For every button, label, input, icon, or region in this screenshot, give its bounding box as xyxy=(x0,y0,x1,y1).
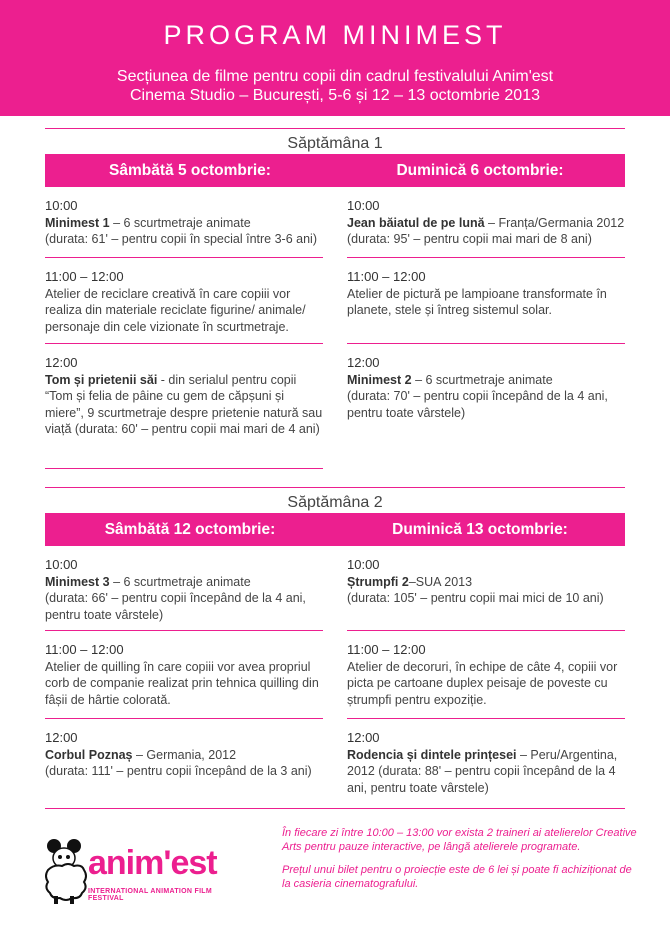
entry-time: 10:00 xyxy=(347,198,380,213)
animest-logo xyxy=(40,836,240,916)
week-1-grid xyxy=(45,187,625,469)
week-2-right-column xyxy=(335,546,625,809)
schedule-entry xyxy=(347,719,625,809)
footer xyxy=(40,826,640,936)
entry-title: Corbul Poznaș xyxy=(45,747,133,762)
week-2-right-day: Duminică 13 octombrie: xyxy=(392,521,568,538)
footer-note-workshops: În fiecare zi între 10:00 – 13:00 vor exista 2 traineri ai atelierelor Creative Arts pentru pauze interactive, pe lângă atelierele programate. xyxy=(282,827,637,853)
entry-extra: (durata: 111' – pentru copii începând de la 3 ani) xyxy=(45,764,312,778)
schedule-entry xyxy=(347,187,625,258)
entry-title: Tom și prietenii săi xyxy=(45,372,158,387)
schedule-entry xyxy=(45,258,323,344)
entry-extra: (durata: 70' – pentru copii începând de la 4 ani, pentru toate vârstele) xyxy=(347,389,608,420)
logo-wordmark: anim'est xyxy=(88,844,217,882)
footer-notes xyxy=(282,826,642,900)
footer-note-tickets: Prețul unui bilet pentru o proiecție este de 6 lei și poate fi achiziționat de la casieria cinematografului. xyxy=(282,864,632,890)
entry-time: 12:00 xyxy=(45,355,78,370)
entry-extra: Atelier de quilling în care copiii vor avea propriul corb de companie realizat prin tehnica quilling din fâșii de hârtie colorată. xyxy=(45,659,319,707)
entry-details: – 6 scurtmetraje animate xyxy=(109,215,251,230)
entry-details: – Germania, 2012 xyxy=(132,747,237,762)
week-1-section xyxy=(45,128,625,469)
week-2-section xyxy=(45,487,625,809)
schedule-entry xyxy=(45,546,323,631)
entry-time: 10:00 xyxy=(45,198,78,213)
logo-tagline: INTERNATIONAL ANIMATION FILM FESTIVAL xyxy=(88,888,213,902)
entry-time: 11:00 – 12:00 xyxy=(347,269,426,284)
schedule-entry xyxy=(45,187,323,258)
week-1-title: Săptămâna 1 xyxy=(45,128,625,154)
entry-title: Rodencia și dintele prințesei xyxy=(347,747,517,762)
schedule-entry xyxy=(347,258,625,344)
entry-extra: (durata: 66' – pentru copii începând de la 4 ani, pentru toate vârstele) xyxy=(45,591,306,622)
entry-time: 12:00 xyxy=(347,355,380,370)
entry-extra: (durata: 105' – pentru copii mai mici de 10 ani) xyxy=(347,591,604,605)
week-1-right-day: Duminică 6 octombrie: xyxy=(396,162,564,179)
entry-extra: (durata: 61' – pentru copii în special între 3-6 ani) xyxy=(45,232,317,246)
entry-extra: Atelier de reciclare creativă în care copiii vor realiza din materiale reciclate figurine/ animale/ personaje din cele vizionate în scurtmetraje. xyxy=(45,286,306,334)
entry-extra: Atelier de pictură pe lampioane transformate în planete, stele și întreg sistemul solar. xyxy=(347,286,607,317)
entry-title: Minimest 3 xyxy=(45,574,110,589)
entry-details: – 6 scurtmetraje animate xyxy=(411,372,553,387)
week-1-right-column xyxy=(335,187,625,469)
entry-time: 10:00 xyxy=(45,557,78,572)
entry-details: – 6 scurtmetraje animate xyxy=(109,574,251,589)
entry-time: 11:00 – 12:00 xyxy=(45,269,124,284)
entry-title: Jean băiatul de pe lună xyxy=(347,215,485,230)
week-2-day-bar xyxy=(45,513,625,546)
week-1-left-column xyxy=(45,187,335,469)
schedule-entry xyxy=(45,344,323,469)
schedule-entry xyxy=(347,631,625,719)
schedule-entry xyxy=(347,546,625,631)
entry-extra: Atelier de decoruri, în echipe de câte 4, copiii vor picta pe cartoane duplex peisaje de poveste cu ștrumpfi pentru expoziție. xyxy=(347,659,618,707)
entry-time: 11:00 – 12:00 xyxy=(347,642,426,657)
entry-title: Ștrumpfi 2 xyxy=(347,574,409,589)
schedule-entry xyxy=(45,719,323,809)
header-banner xyxy=(0,0,670,116)
entry-details: –SUA 2013 xyxy=(408,574,473,589)
week-2-grid xyxy=(45,546,625,809)
page-title: PROGRAM MINIMEST xyxy=(163,20,507,50)
week-1-left-day: Sâmbătă 5 octombrie: xyxy=(109,162,271,179)
subtitle-line-1: Secțiunea de filme pentru copii din cadrul festivalului Anim'est xyxy=(116,68,554,85)
entry-details: – Franța/Germania 2012 xyxy=(484,215,625,230)
entry-extra: “Tom și felia de pâine cu gem de căpșuni și miere”, 9 scurtmetraje despre prietenie natură sau viață (durata: 60' – pentru copii mai mari de 4 ani) xyxy=(45,389,323,436)
entry-time: 11:00 – 12:00 xyxy=(45,642,124,657)
sheep-mascot-icon xyxy=(40,836,92,906)
entry-title: Minimest 2 xyxy=(347,372,412,387)
entry-extra: (durata: 95' – pentru copii mai mari de 8 ani) xyxy=(347,232,592,246)
entry-time: 10:00 xyxy=(347,557,380,572)
footer-divider xyxy=(45,808,625,809)
week-1-day-bar xyxy=(45,154,625,187)
week-2-title: Săptămâna 2 xyxy=(45,487,625,513)
page-subtitle xyxy=(0,67,670,105)
entry-details: - din serialul pentru copii xyxy=(157,372,297,387)
entry-time: 12:00 xyxy=(45,730,78,745)
entry-time: 12:00 xyxy=(347,730,380,745)
entry-title: Minimest 1 xyxy=(45,215,110,230)
subtitle-line-2: Cinema Studio – București, 5-6 și 12 – 13 octombrie 2013 xyxy=(129,87,540,104)
schedule-entry xyxy=(45,631,323,719)
schedule-entry xyxy=(347,344,625,469)
week-2-left-day: Sâmbătă 12 octombrie: xyxy=(104,521,276,538)
entry-details: – Peru/Argentina, 2012 (durata: 88' – pentru copii începând de la 4 ani, pentru toate vârstele) xyxy=(347,747,618,795)
week-2-left-column xyxy=(45,546,335,809)
